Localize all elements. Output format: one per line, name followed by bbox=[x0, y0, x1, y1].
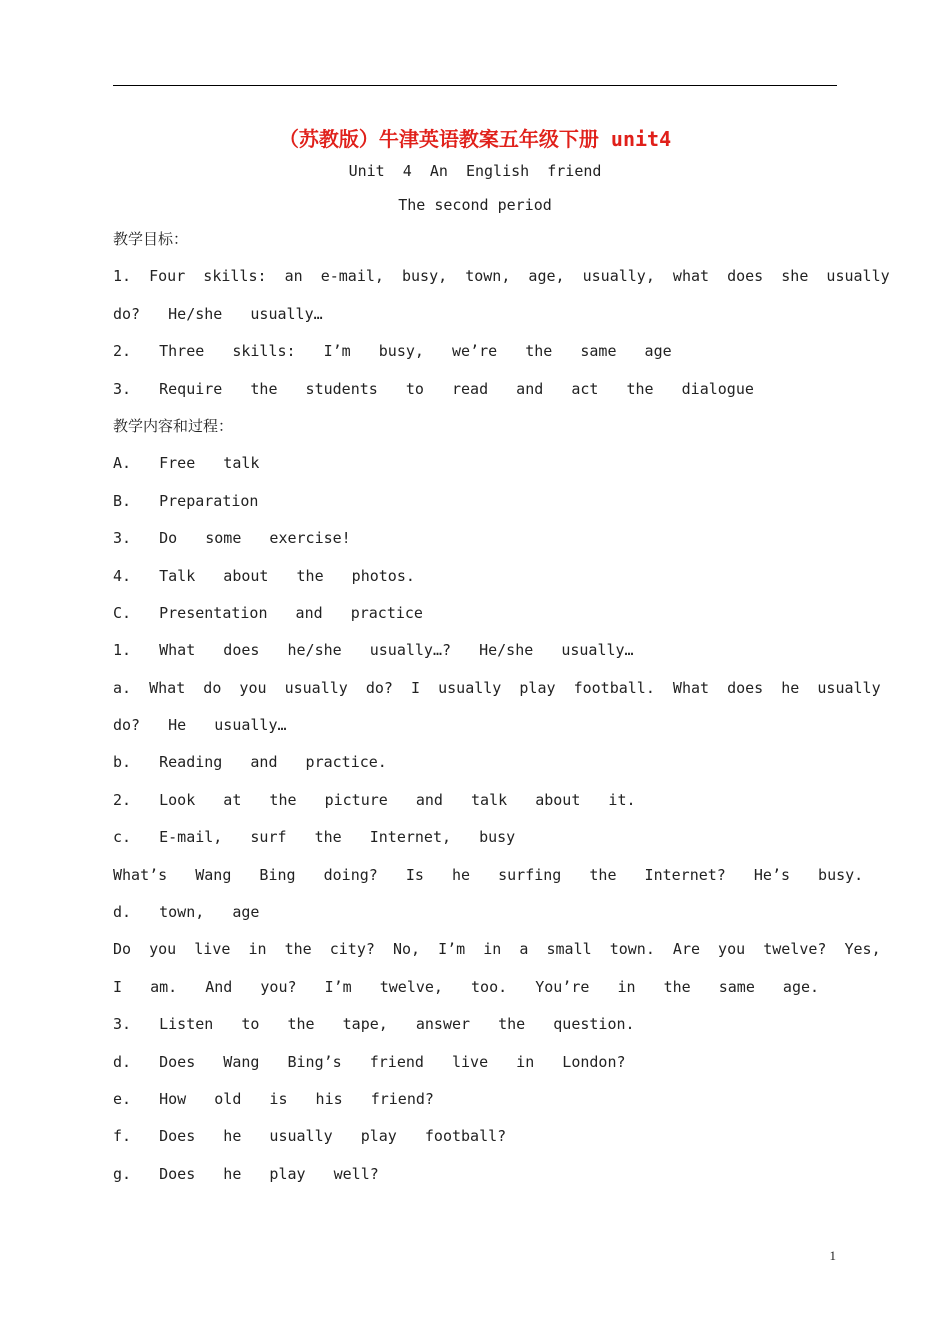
objective-three-skills: 2. Three skills: I’m busy, we’re the same age bbox=[113, 342, 672, 361]
step-c-dialogue: What’s Wang Bing doing? Is he surfing the Internet? He’s busy. bbox=[113, 865, 864, 884]
page-number: 1 bbox=[829, 1248, 836, 1263]
step-listen-tape: 3. Listen to the tape, answer the question. bbox=[113, 1015, 635, 1034]
step-d-dialogue-cont: I am. And you? I’m twelve, too. You’re in the same age. bbox=[113, 977, 820, 996]
step-preparation: B. Preparation bbox=[113, 491, 259, 510]
step-d-vocab: d. town, age bbox=[113, 903, 260, 922]
objective-four-skills-cont: do? He/she usually… bbox=[113, 304, 323, 323]
question-f: f. Does he usually play football? bbox=[113, 1127, 507, 1146]
step-photos: 4. Talk about the photos. bbox=[113, 566, 415, 585]
step-exercise: 3. Do some exercise! bbox=[113, 529, 351, 548]
document-title: （苏教版）牛津英语教案五年级下册 unit4 bbox=[278, 127, 672, 151]
section-heading-objectives: 教学目标： bbox=[113, 230, 189, 248]
step-look-picture: 2. Look at the picture and talk about it. bbox=[113, 790, 636, 809]
objective-require: 3. Require the students to read and act the dialogue bbox=[113, 379, 754, 398]
question-e: e. How old is his friend? bbox=[113, 1089, 434, 1108]
header-rule bbox=[113, 85, 837, 86]
unit-title: Unit 4 An English friend bbox=[348, 162, 602, 180]
lesson-body bbox=[113, 226, 890, 1198]
section-heading-process: 教学内容和过程： bbox=[113, 416, 234, 435]
step-d-dialogue: Do you live in the city? No, I’m in a small town. Are you twelve? Yes, bbox=[113, 940, 881, 959]
step-reading: b. Reading and practice. bbox=[113, 753, 387, 772]
step-a-dialogue: a. What do you usually do? I usually play football. What does he usually bbox=[113, 678, 881, 697]
period-title: The second period bbox=[398, 196, 552, 214]
question-d: d. Does Wang Bing’s friend live in London? bbox=[113, 1052, 626, 1071]
objective-four-skills: 1. Four skills: an e-mail, busy, town, age, usually, what does she usually bbox=[113, 267, 890, 286]
step-what-does: 1. What does he/she usually…? He/she usually… bbox=[113, 641, 634, 660]
step-free-talk: A. Free talk bbox=[113, 454, 260, 473]
step-presentation: C. Presentation and practice bbox=[113, 603, 423, 622]
question-g: g. Does he play well? bbox=[113, 1164, 379, 1183]
step-a-dialogue-cont: do? He usually… bbox=[113, 716, 287, 735]
step-c-vocab: c. E-mail, surf the Internet, busy bbox=[113, 828, 516, 847]
